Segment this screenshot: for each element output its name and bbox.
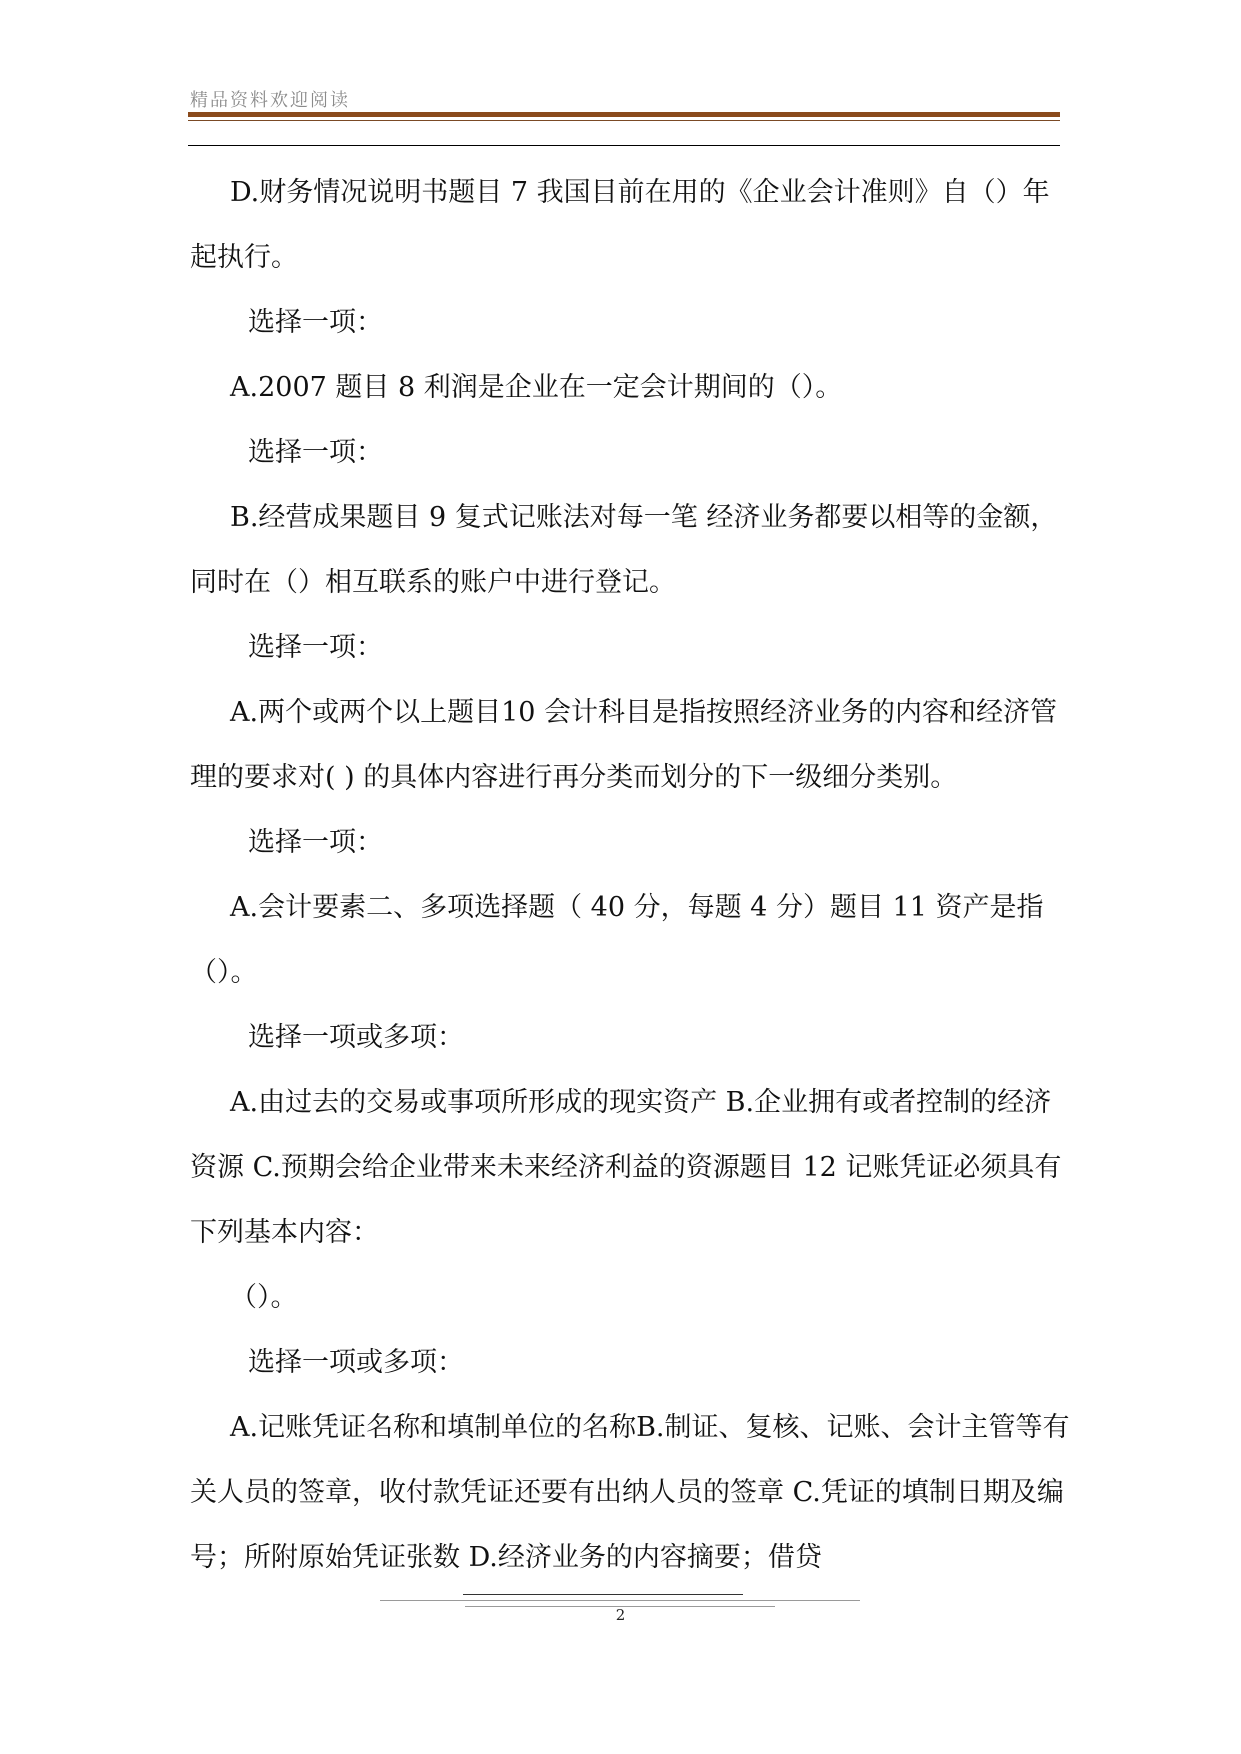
body-paragraph: 选择一项：	[248, 307, 383, 338]
footer-rule-inner	[463, 1594, 743, 1595]
header-rule-thin	[188, 120, 1060, 121]
footer-rule-outer	[380, 1600, 860, 1601]
body-paragraph: 选择一项：	[248, 827, 383, 858]
body-paragraph: A.会计要素二、多项选择题（ 40 分，每题 4 分）题目 11 资产是指（）。	[190, 892, 1044, 988]
body-paragraph: 选择一项：	[248, 632, 383, 663]
header-rule-thick	[188, 112, 1060, 117]
body-paragraph: A.两个或两个以上题目10 会计科目是指按照经济业务的内容和经济管理的要求对( ) 的具体内容进行再分类而划分的下一级细分类别。	[190, 697, 1058, 793]
body-paragraph: 选择一项或多项：	[248, 1022, 464, 1053]
body-paragraph: A.由过去的交易或事项所形成的现实资产 B.企业拥有或者控制的经济资源 C.预期会给企业带来未来经济利益的资源题目 12 记账凭证必须具有下列基本内容：	[190, 1087, 1062, 1248]
body-paragraph: D.财务情况说明书题目 7 我国目前在用的《企业会计准则》自（）年起执行。	[190, 177, 1050, 273]
body-paragraph: （）。	[230, 1282, 298, 1313]
page-number: 2	[615, 1606, 626, 1624]
body-paragraph: 选择一项或多项：	[248, 1347, 464, 1378]
body-paragraph: B.经营成果题目 9 复式记账法对每一笔 经济业务都要以相等的金额，同时在（）相互联系的账户中进行登记。	[190, 502, 1058, 598]
body-paragraph: A.记账凭证名称和填制单位的名称B.制证、复核、记账、会计主管等有关人员的签章，收付款凭证还要有出纳人员的签章 C.凭证的填制日期及编号；所附原始凭证张数 D.经济业务的内容摘要；借贷	[190, 1412, 1070, 1573]
page-header-title: 精品资料欢迎阅读	[190, 90, 350, 111]
body-paragraph: 选择一项：	[248, 437, 383, 468]
body-paragraph: A.2007 题目 8 利润是企业在一定会计期间的（）。	[230, 372, 843, 403]
document-body	[190, 160, 1070, 1590]
header-rule-black	[188, 145, 1060, 146]
